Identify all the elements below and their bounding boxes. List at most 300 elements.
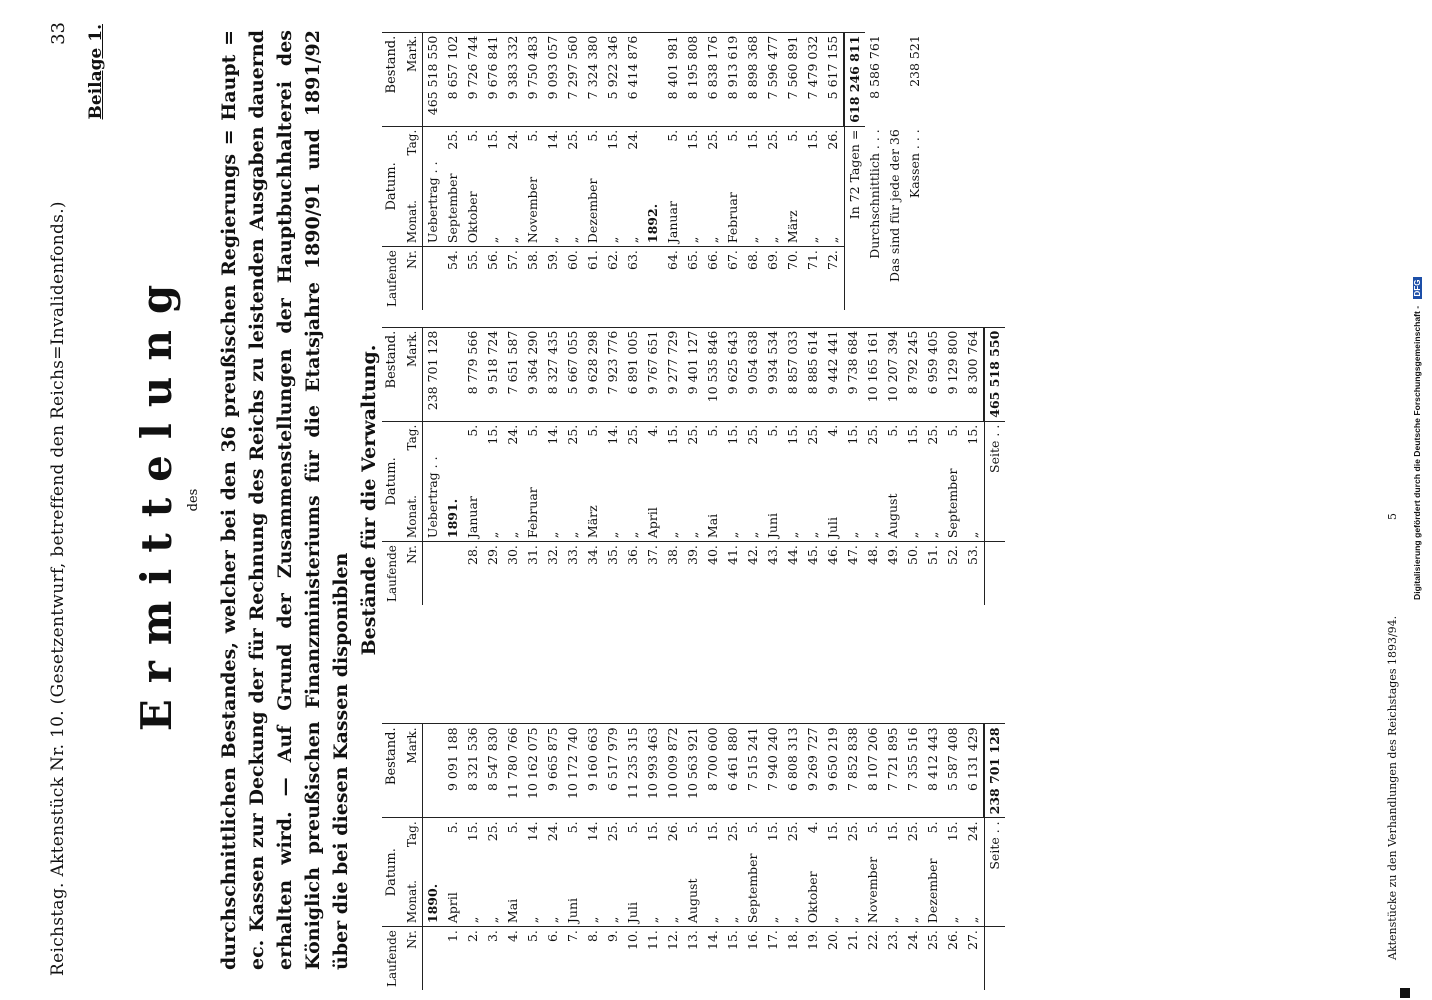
- row-monat: „: [965, 531, 981, 539]
- row-tag: 25.: [783, 818, 803, 850]
- row-bestand: 10 535 846: [703, 327, 723, 421]
- row-tag: 15.: [743, 126, 763, 158]
- row-nr: 49.: [883, 542, 903, 605]
- table-row: [803, 724, 823, 990]
- row-bestand: 9 518 724: [483, 327, 503, 421]
- row-nr: [423, 927, 444, 990]
- row-bestand: 8 898 368: [743, 32, 763, 126]
- row-nr: 8.: [583, 927, 603, 990]
- table-row: [523, 32, 543, 310]
- row-nr: 15.: [723, 927, 743, 990]
- row-tag: 15.: [803, 126, 823, 158]
- row-nr: 3.: [483, 927, 503, 990]
- row-nr: 33.: [563, 542, 583, 605]
- row-tag: 15.: [723, 421, 743, 453]
- row-tag: 15.: [903, 421, 923, 453]
- row-bestand: 6 959 405: [923, 327, 943, 421]
- row-nr: 68.: [743, 247, 763, 310]
- row-nr: 55.: [463, 247, 483, 310]
- row-nr: 21.: [843, 927, 863, 990]
- row-tag: 15.: [483, 421, 503, 453]
- table-row: [483, 724, 503, 990]
- col-header-nr: Laufende Nr.: [382, 247, 423, 310]
- row-monat: „: [525, 916, 540, 924]
- running-head: Reichstag. Aktenstück Nr. 10. (Gesetzentwurf, betreffend den Reichs=Invalidenfonds.): [48, 201, 68, 976]
- row-monat: „: [725, 531, 740, 539]
- row-tag: 25.: [563, 126, 583, 158]
- row-nr: 48.: [863, 542, 883, 605]
- row-monat: Juli: [625, 902, 640, 924]
- row-tag: 24.: [543, 818, 563, 850]
- row-tag: 5.: [583, 126, 603, 158]
- row-tag: 5.: [743, 818, 763, 850]
- row-bestand: 7 324 380: [583, 32, 603, 126]
- row-monat: März: [585, 505, 600, 539]
- average-label: Durchschnittlich . . .: [867, 129, 882, 259]
- table-row: [543, 32, 563, 310]
- table-row: [443, 327, 463, 605]
- row-tag: [643, 126, 663, 158]
- row-bestand: 9 665 875: [543, 724, 563, 818]
- row-nr: 26.: [943, 927, 963, 990]
- row-nr: 16.: [743, 927, 763, 990]
- col-header-nr: Laufende Nr.: [382, 542, 423, 605]
- row-bestand: 9 767 651: [643, 327, 663, 421]
- row-monat: „: [685, 531, 700, 539]
- table-row: [423, 724, 444, 990]
- row-monat: September: [745, 853, 760, 924]
- row-nr: 25.: [923, 927, 943, 990]
- table-row: [723, 724, 743, 990]
- table-row: [783, 327, 803, 605]
- row-tag: 5.: [443, 818, 463, 850]
- table-row: [863, 327, 883, 605]
- row-monat: „: [885, 916, 900, 924]
- table-row: [663, 724, 683, 990]
- row-bestand: 8 321 536: [463, 724, 483, 818]
- row-tag: 15.: [943, 818, 963, 850]
- row-bestand: 9 054 638: [743, 327, 763, 421]
- row-nr: 4.: [503, 927, 523, 990]
- row-tag: 15.: [783, 421, 803, 453]
- row-tag: 5.: [863, 818, 883, 850]
- row-nr: 22.: [863, 927, 883, 990]
- page-mark: 5: [1386, 513, 1399, 520]
- row-bestand: 10 207 394: [883, 327, 903, 421]
- table-row: [723, 32, 743, 310]
- table-row: [503, 32, 523, 310]
- row-tag: 5.: [583, 421, 603, 453]
- row-tag: 15.: [823, 818, 843, 850]
- col-header-bestand: Bestand.: [382, 724, 402, 818]
- row-monat: „: [565, 236, 580, 244]
- row-nr: 19.: [803, 927, 823, 990]
- row-bestand: 6 517 979: [603, 724, 623, 818]
- per-kasse-value: 238 521: [907, 35, 922, 87]
- row-monat: „: [805, 236, 820, 244]
- row-bestand: 8 401 981: [663, 32, 683, 126]
- row-monat: September: [945, 468, 960, 539]
- col-header-monat: Monat.: [402, 158, 423, 246]
- row-bestand: 8 195 808: [683, 32, 703, 126]
- col-header-tag: Tag.: [402, 126, 423, 158]
- row-monat: „: [845, 531, 860, 539]
- row-bestand: 9 093 057: [543, 32, 563, 126]
- row-monat: „: [465, 916, 480, 924]
- row-tag: 25.: [443, 126, 463, 158]
- table-row: [463, 724, 483, 990]
- row-monat: 1890.: [425, 883, 440, 924]
- row-monat: August: [685, 878, 700, 924]
- row-bestand: 9 628 298: [583, 327, 603, 421]
- row-bestand: 11 235 315: [623, 724, 643, 818]
- row-bestand: 9 726 744: [463, 32, 483, 126]
- table-row: [723, 327, 743, 605]
- table-row: [843, 724, 863, 990]
- row-monat: „: [845, 916, 860, 924]
- table-row: [463, 32, 483, 310]
- intro-paragraph: [215, 30, 383, 970]
- row-monat: „: [545, 531, 560, 539]
- row-monat: September: [445, 173, 460, 244]
- row-monat: „: [685, 236, 700, 244]
- row-monat: „: [905, 531, 920, 539]
- row-bestand: 8 792 245: [903, 327, 923, 421]
- col-header-datum: Datum.: [382, 421, 402, 541]
- row-monat: Februar: [725, 192, 740, 244]
- sum-label: Seite . .: [984, 421, 1005, 541]
- row-monat: „: [865, 531, 880, 539]
- row-nr: 1.: [443, 927, 463, 990]
- row-monat: Mai: [505, 898, 520, 924]
- row-monat: Dezember: [925, 858, 940, 924]
- table-row: [923, 327, 943, 605]
- row-tag: 15.: [683, 126, 703, 158]
- table-row: [783, 724, 803, 990]
- row-nr: 70.: [783, 247, 803, 310]
- row-tag: 24.: [503, 421, 523, 453]
- row-bestand: 465 518 550: [423, 32, 444, 126]
- row-monat: „: [505, 236, 520, 244]
- row-nr: 10.: [623, 927, 643, 990]
- row-tag: 5.: [703, 421, 723, 453]
- table-row: [943, 327, 963, 605]
- row-tag: 25.: [723, 818, 743, 850]
- row-nr: [423, 247, 444, 310]
- row-bestand: 238 701 128: [423, 327, 444, 421]
- row-bestand: 6 461 880: [723, 724, 743, 818]
- row-bestand: 5 617 155: [823, 32, 844, 126]
- row-nr: 60.: [563, 247, 583, 310]
- row-monat: „: [645, 916, 660, 924]
- table-row: [763, 724, 783, 990]
- sum-label: Seite . .: [984, 818, 1005, 927]
- row-bestand: 9 650 219: [823, 724, 843, 818]
- row-nr: 35.: [603, 542, 623, 605]
- dfg-logo: DFG: [1413, 277, 1422, 300]
- row-tag: 14.: [543, 126, 563, 158]
- table-row: [523, 327, 543, 605]
- row-monat: November: [865, 856, 880, 924]
- row-nr: 17.: [763, 927, 783, 990]
- row-nr: 61.: [583, 247, 603, 310]
- row-bestand: 7 923 776: [603, 327, 623, 421]
- row-nr: 39.: [683, 542, 703, 605]
- table-row: [683, 32, 703, 310]
- title-connector: des: [186, 488, 201, 512]
- row-bestand: 7 596 477: [763, 32, 783, 126]
- row-tag: 5.: [663, 126, 683, 158]
- row-monat: „: [725, 916, 740, 924]
- row-tag: 14.: [583, 818, 603, 850]
- table-row: [443, 724, 463, 990]
- row-nr: 38.: [663, 542, 683, 605]
- row-nr: 12.: [663, 927, 683, 990]
- row-bestand: 9 738 684: [843, 327, 863, 421]
- row-bestand: 7 852 838: [843, 724, 863, 818]
- total-value: 618 246 811: [844, 32, 865, 126]
- row-nr: 23.: [883, 927, 903, 990]
- row-nr: 58.: [523, 247, 543, 310]
- row-bestand: 8 412 443: [923, 724, 943, 818]
- table-row: [743, 32, 763, 310]
- row-tag: 26.: [663, 818, 683, 850]
- beilage-label: Beilage 1.: [86, 24, 106, 120]
- row-nr: 56.: [483, 247, 503, 310]
- row-nr: 24.: [903, 927, 923, 990]
- row-monat: „: [765, 236, 780, 244]
- row-monat: „: [825, 236, 841, 244]
- table-row: [483, 32, 503, 310]
- table-row: [863, 724, 883, 990]
- row-bestand: 7 297 560: [563, 32, 583, 126]
- table-row: [503, 327, 523, 605]
- col-header-bestand: Bestand.: [382, 32, 402, 126]
- row-nr: 13.: [683, 927, 703, 990]
- row-tag: 5.: [923, 818, 943, 850]
- row-monat: „: [805, 531, 820, 539]
- table-row: [623, 724, 643, 990]
- row-monat: April: [645, 507, 660, 539]
- row-nr: 41.: [723, 542, 743, 605]
- row-tag: 15.: [603, 126, 623, 158]
- row-tag: 25.: [563, 421, 583, 453]
- row-monat: „: [765, 916, 780, 924]
- col-header-monat: Monat.: [402, 850, 423, 927]
- table-section-1: [382, 723, 1005, 990]
- table-row: [803, 32, 823, 310]
- table-row: [603, 327, 623, 605]
- row-monat: „: [925, 531, 940, 539]
- row-bestand: 8 913 619: [723, 32, 743, 126]
- row-tag: 15.: [463, 818, 483, 850]
- row-tag: 5.: [763, 421, 783, 453]
- intro-text: durchschnittlichen Bestandes, welcher bei den 36 preußischen Regierungs = Haupt = ec. Kassen zur Deckung der für Rechnung des Reichs zu leistenden Ausgaben dauernd erhalten wird. — Auf Grund der Zusammenstellungen der Hauptbuchhalterei des Königlich preußischen Finanzministeriums für die Etatsjahre 1890/91 und 1891/92 über die bei diesen Kassen disponiblen: [218, 30, 352, 970]
- row-nr: [443, 542, 463, 605]
- row-nr: 47.: [843, 542, 863, 605]
- row-nr: 65.: [683, 247, 703, 310]
- row-tag: 26.: [823, 126, 844, 158]
- row-tag: 14.: [603, 421, 623, 453]
- row-bestand: 8 779 566: [463, 327, 483, 421]
- row-monat: „: [545, 236, 560, 244]
- row-monat: „: [705, 236, 720, 244]
- intro-last-line: Bestände für die Verwaltung.: [358, 344, 380, 656]
- row-bestand: 7 721 895: [883, 724, 903, 818]
- row-nr: 46.: [823, 542, 843, 605]
- row-nr: 7.: [563, 927, 583, 990]
- row-monat: August: [885, 493, 900, 539]
- row-bestand: 5 587 408: [943, 724, 963, 818]
- row-nr: 52.: [943, 542, 963, 605]
- row-tag: 4.: [803, 818, 823, 850]
- row-bestand: 9 364 290: [523, 327, 543, 421]
- row-monat: Oktober: [465, 191, 480, 244]
- table-row: [703, 327, 723, 605]
- row-tag: 25.: [923, 421, 943, 453]
- row-bestand: 6 131 429: [963, 724, 984, 818]
- row-monat: Juli: [825, 517, 840, 539]
- row-bestand: 10 993 463: [643, 724, 663, 818]
- row-monat: „: [605, 236, 620, 244]
- row-monat: „: [905, 916, 920, 924]
- row-tag: 5.: [463, 421, 483, 453]
- row-monat: Uebertrag . .: [425, 161, 440, 244]
- row-tag: 5.: [783, 126, 803, 158]
- row-bestand: [423, 724, 444, 818]
- table-row: [643, 327, 663, 605]
- scan-mark: [1400, 988, 1410, 998]
- row-monat: Januar: [665, 201, 680, 244]
- row-nr: 18.: [783, 927, 803, 990]
- table-row: [463, 327, 483, 605]
- row-bestand: 9 091 188: [443, 724, 463, 818]
- dfg-sidebar: [1412, 40, 1426, 600]
- row-nr: 66.: [703, 247, 723, 310]
- table-row: [603, 32, 623, 310]
- row-nr: 64.: [663, 247, 683, 310]
- table-row: [743, 724, 763, 990]
- col-header-mark: Mark.: [402, 327, 423, 421]
- row-monat: „: [545, 916, 560, 924]
- table-row: [543, 327, 563, 605]
- row-bestand: 8 657 102: [443, 32, 463, 126]
- row-nr: 32.: [543, 542, 563, 605]
- row-nr: 54.: [443, 247, 463, 310]
- row-tag: 25.: [803, 421, 823, 453]
- row-bestand: 10 165 161: [863, 327, 883, 421]
- row-tag: 25.: [703, 126, 723, 158]
- row-bestand: 9 750 483: [523, 32, 543, 126]
- table-row: [503, 724, 523, 990]
- col-header-bestand: Bestand.: [382, 327, 402, 421]
- row-monat: „: [665, 531, 680, 539]
- row-nr: 53.: [963, 542, 984, 605]
- row-nr: 28.: [463, 542, 483, 605]
- row-tag: 25.: [743, 421, 763, 453]
- row-bestand: 9 676 841: [483, 32, 503, 126]
- row-tag: 25.: [903, 818, 923, 850]
- row-tag: 15.: [643, 818, 663, 850]
- average-value: 8 586 761: [867, 35, 882, 99]
- row-monat: „: [485, 916, 500, 924]
- row-nr: [423, 542, 444, 605]
- row-bestand: 8 885 614: [803, 327, 823, 421]
- table-row: [623, 32, 643, 310]
- row-bestand: 5 667 055: [563, 327, 583, 421]
- row-tag: 14.: [543, 421, 563, 453]
- table-row: [823, 32, 844, 310]
- row-tag: 5.: [683, 818, 703, 850]
- table-row: [963, 724, 984, 990]
- row-bestand: 7 515 241: [743, 724, 763, 818]
- row-tag: 24.: [963, 818, 984, 850]
- row-tag: 5.: [503, 818, 523, 850]
- row-monat: Februar: [525, 487, 540, 539]
- row-nr: 29.: [483, 542, 503, 605]
- table-row: [883, 724, 903, 990]
- col-header-nr: Laufende Nr.: [382, 927, 423, 990]
- row-monat: Juni: [565, 897, 580, 924]
- row-bestand: 9 129 800: [943, 327, 963, 421]
- row-monat: Januar: [465, 496, 480, 539]
- total-label: In 72 Tagen =: [844, 126, 865, 310]
- table-row: [643, 724, 663, 990]
- row-monat: „: [785, 916, 800, 924]
- row-bestand: 9 160 663: [583, 724, 603, 818]
- table-row: [703, 32, 723, 310]
- row-nr: 42.: [743, 542, 763, 605]
- row-tag: 15.: [883, 818, 903, 850]
- row-nr: 67.: [723, 247, 743, 310]
- row-tag: 5.: [463, 126, 483, 158]
- row-tag: [443, 421, 463, 453]
- document-title: Ermittelung: [132, 268, 181, 732]
- row-bestand: [443, 327, 463, 421]
- row-tag: 15.: [703, 818, 723, 850]
- table-row: [583, 724, 603, 990]
- table-row: [603, 724, 623, 990]
- row-monat: „: [625, 236, 640, 244]
- row-bestand: 9 442 441: [823, 327, 843, 421]
- row-tag: [423, 421, 444, 453]
- table-row: [423, 327, 444, 605]
- row-bestand: 7 479 032: [803, 32, 823, 126]
- row-bestand: 10 162 075: [523, 724, 543, 818]
- row-monat: „: [485, 531, 500, 539]
- table-row: [623, 327, 643, 605]
- row-nr: 71.: [803, 247, 823, 310]
- row-bestand: 8 547 830: [483, 724, 503, 818]
- row-tag: 25.: [623, 421, 643, 453]
- row-bestand: 9 934 534: [763, 327, 783, 421]
- row-bestand: 6 891 005: [623, 327, 643, 421]
- col-header-monat: Monat.: [402, 453, 423, 541]
- row-monat: „: [605, 916, 620, 924]
- row-nr: 72.: [823, 247, 844, 310]
- sum-value: 465 518 550: [984, 327, 1005, 421]
- row-tag: 15.: [843, 421, 863, 453]
- table-row: [823, 724, 843, 990]
- row-bestand: [643, 32, 663, 126]
- row-nr: 57.: [503, 247, 523, 310]
- table-row: [683, 724, 703, 990]
- table-row: [583, 32, 603, 310]
- row-monat: März: [785, 210, 800, 244]
- row-nr: 31.: [523, 542, 543, 605]
- table-row: [903, 724, 923, 990]
- row-tag: 15.: [483, 126, 503, 158]
